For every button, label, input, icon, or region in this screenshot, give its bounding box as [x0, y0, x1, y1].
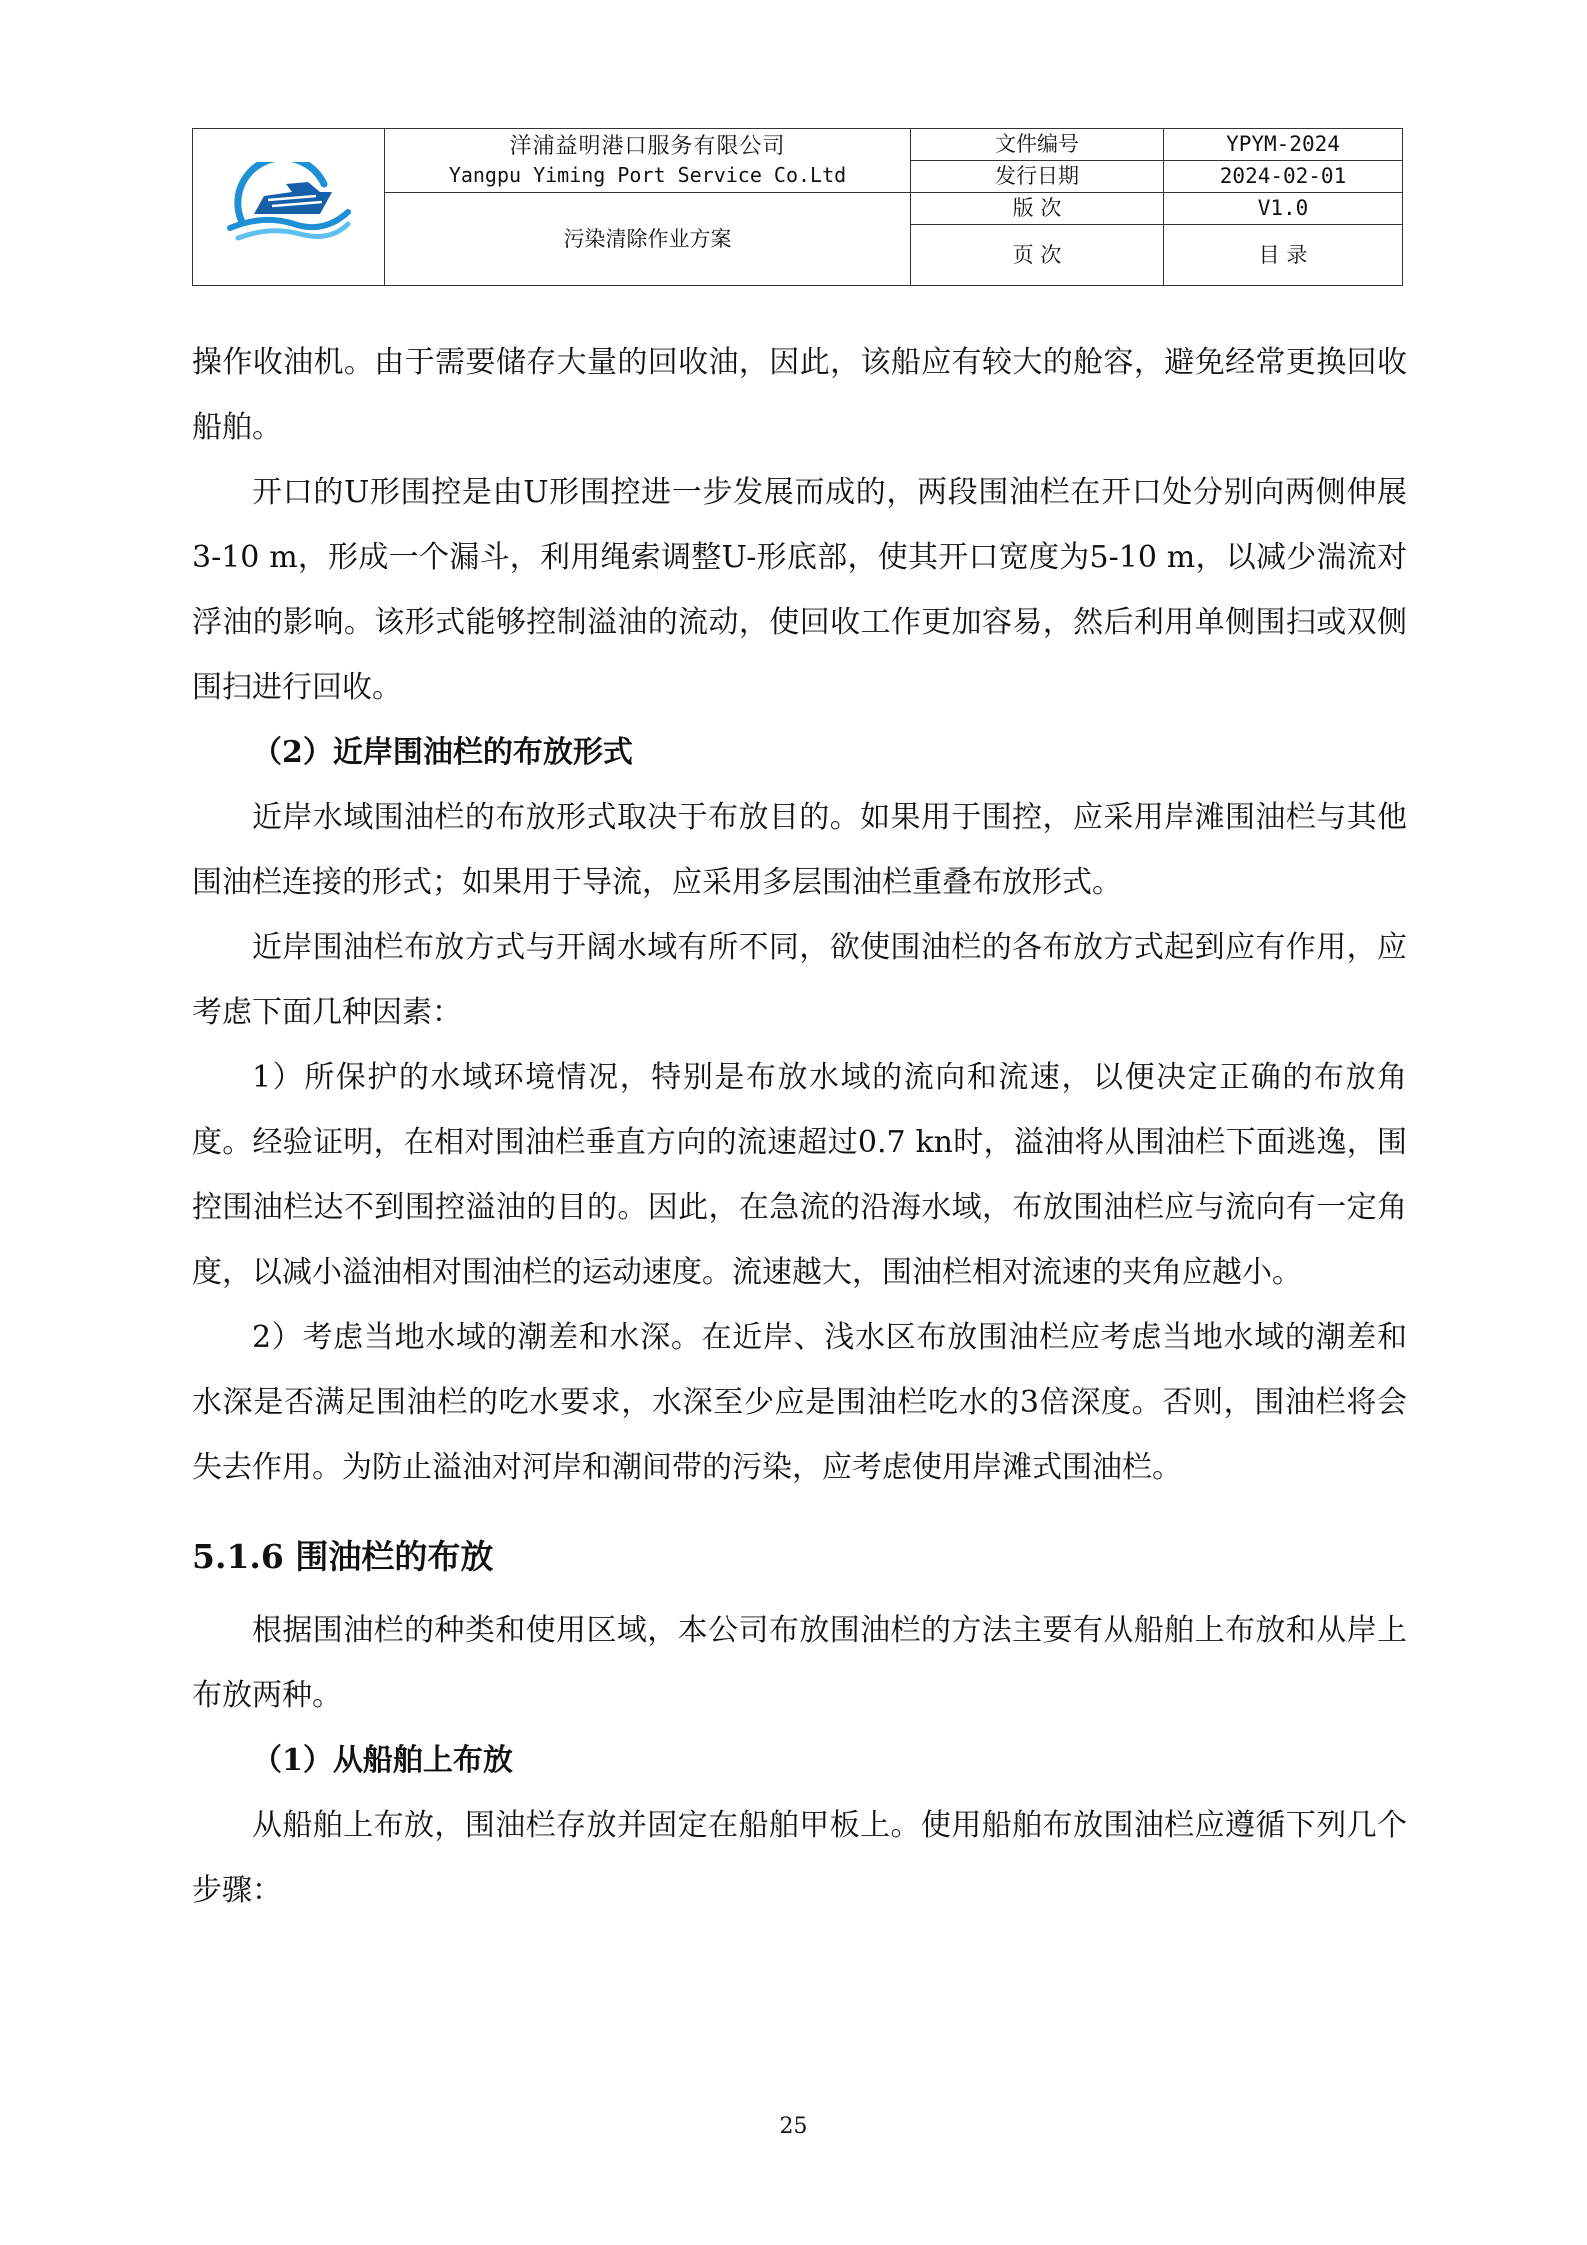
issue-date-label: 发行日期	[911, 161, 1164, 193]
paragraph-8: 从船舶上布放，围油栏存放并固定在船舶甲板上。使用船舶布放围油栏应遵循下列几个步骤：	[192, 1808, 1407, 1908]
paragraph-2: 开口的U形围控是由U形围控进一步发展而成的，两段围油栏在开口处分别向两侧伸展3-10 m，形成一个漏斗，利用绳索调整U-形底部，使其开口宽度为5-10 m，以减少湍流对浮油的影响。该形式能够控制溢油的流动，使回收工作更加容易，然后利用单侧围扫或双侧围扫进行回收。	[192, 475, 1407, 705]
company-name-cell	[385, 129, 911, 193]
page-number: 25	[779, 2114, 808, 2139]
issue-date-value: 2024-02-01	[1164, 161, 1403, 193]
subheading-nearshore-boom: （2）近岸围油栏的布放形式	[252, 735, 633, 770]
subheading-from-ship: （1）从船舶上布放	[252, 1743, 513, 1778]
paragraph-4: 近岸围油栏布放方式与开阔水域有所不同，欲使围油栏的各布放方式起到应有作用，应考虑下面几种因素：	[192, 930, 1407, 1030]
paragraph-1: 操作收油机。由于需要储存大量的回收油，因此，该船应有较大的舱容，避免经常更换回收船舶。	[192, 345, 1407, 445]
paragraph-7: 根据围油栏的种类和使用区域，本公司布放围油栏的方法主要有从船舶上布放和从岸上布放两种。	[192, 1613, 1407, 1713]
company-name-en: Yangpu Yiming Port Service Co.Ltd	[448, 162, 847, 187]
version-label: 版 次	[911, 193, 1164, 225]
page-label: 页 次	[911, 225, 1164, 286]
section-title-5-1-6: 5.1.6 围油栏的布放	[192, 1537, 494, 1576]
paragraph-3: 近岸水域围油栏的布放形式取决于布放目的。如果用于围控，应采用岸滩围油栏与其他围油栏连接的形式；如果用于导流，应采用多层围油栏重叠布放形式。	[192, 800, 1407, 900]
company-logo	[193, 129, 385, 286]
paragraph-5: 1）所保护的水域环境情况，特别是布放水域的流向和流速，以便决定正确的布放角度。经验证明，在相对围油栏垂直方向的流速超过0.7 kn时，溢油将从围油栏下面逃逸，围控围油栏达不到围控溢油的目的。因此，在急流的沿海水域，布放围油栏应与流向有一定角度，以减小溢油相对围油栏的运动速度。流速越大，围油栏相对流速的夹角应越小。	[192, 1060, 1407, 1290]
page-value: 目 录	[1164, 225, 1403, 286]
document-body	[192, 330, 1407, 1923]
ship-wave-logo-icon	[224, 162, 354, 252]
paragraph-6: 2）考虑当地水域的潮差和水深。在近岸、浅水区布放围油栏应考虑当地水域的潮差和水深是否满足围油栏的吃水要求，水深至少应是围油栏吃水的3倍深度。否则，围油栏将会失去作用。为防止溢油对河岸和潮间带的污染，应考虑使用岸滩式围油栏。	[192, 1320, 1407, 1485]
version-value: V1.0	[1164, 193, 1403, 225]
document-header-table	[192, 128, 1403, 286]
file-number-value: YPYM-2024	[1164, 129, 1403, 161]
document-title: 污染清除作业方案	[385, 193, 911, 286]
file-number-label: 文件编号	[911, 129, 1164, 161]
company-name-cn: 洋浦益明港口服务有限公司	[509, 134, 786, 160]
